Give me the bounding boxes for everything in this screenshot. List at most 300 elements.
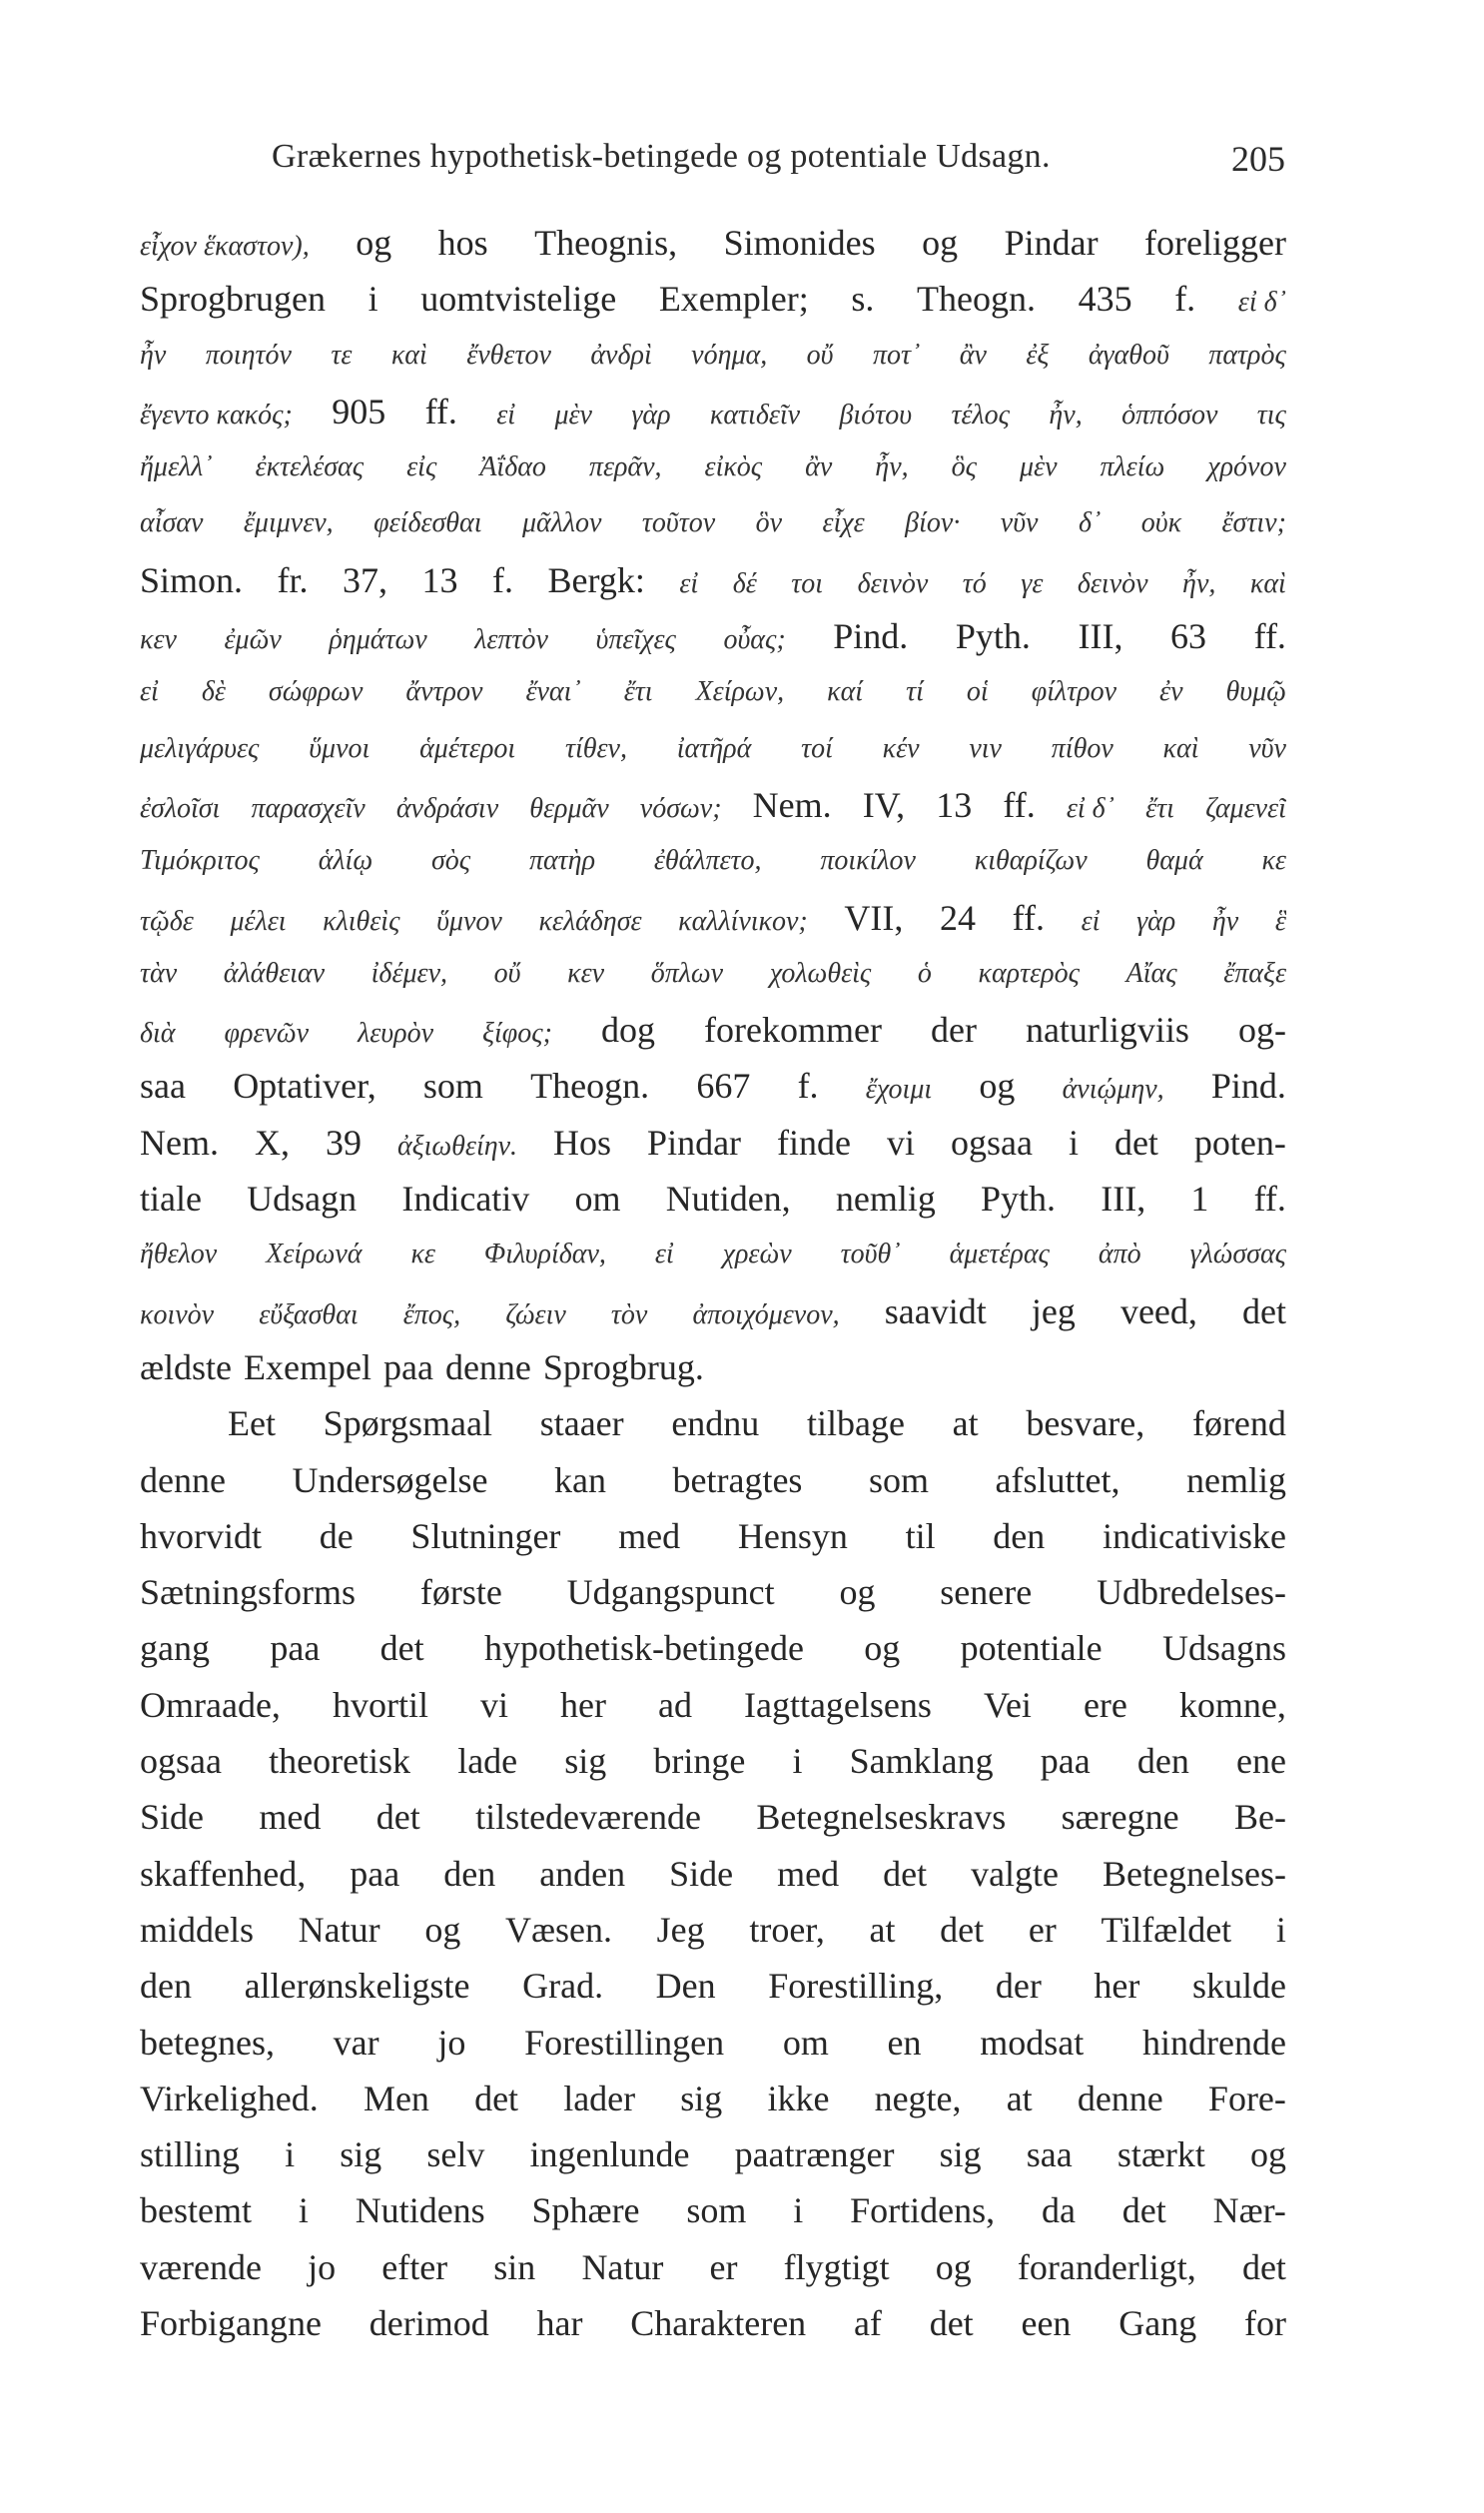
- word: er: [1028, 1909, 1057, 1950]
- text-line: [140, 890, 1286, 946]
- greek-word: εἰς: [406, 451, 437, 483]
- word: det: [1113, 1122, 1158, 1163]
- word: 435: [1078, 279, 1132, 320]
- text-line: [140, 1564, 1286, 1620]
- greek-word: κιθαρίζων: [974, 845, 1088, 877]
- word: vi: [479, 1684, 508, 1725]
- word: besvare,: [1026, 1403, 1145, 1444]
- text-line: [140, 2295, 1286, 2351]
- word: middels: [140, 1909, 254, 1950]
- text-line: [140, 1733, 1286, 1789]
- greek-word: ῥημάτων: [329, 624, 427, 656]
- word: anden: [539, 1853, 626, 1894]
- word: var: [333, 2022, 379, 2063]
- greek-word: τοι: [791, 567, 824, 599]
- word: ogsaa: [950, 1122, 1033, 1163]
- text-line: [140, 664, 1286, 720]
- greek-word: ἐμῶν: [224, 624, 282, 656]
- greek-word: ἂν: [959, 339, 987, 371]
- greek-word: καλλίνικον;: [678, 905, 808, 937]
- word: af: [853, 2302, 882, 2343]
- text-line: [140, 1339, 1286, 1395]
- word: til: [905, 1515, 936, 1556]
- word: sin: [493, 2246, 536, 2287]
- greek-word: ἀπὸ: [1098, 1239, 1141, 1270]
- greek-word: Ἀΐδαο: [479, 451, 546, 483]
- greek-word: τίθεν,: [564, 732, 627, 764]
- word: og: [864, 1628, 901, 1669]
- text-line: [140, 1620, 1286, 1676]
- greek-word: τό: [962, 567, 987, 599]
- word: ældste: [140, 1346, 233, 1387]
- word: hos: [437, 223, 488, 263]
- word: Simon.: [140, 559, 244, 600]
- greek-word: τις: [1256, 399, 1286, 430]
- word: Forestilling,: [768, 1966, 944, 2007]
- greek-word: ἔχοιμι: [865, 1074, 933, 1106]
- word: finde: [777, 1122, 851, 1163]
- word: Betegnelseskravs: [756, 1797, 1007, 1838]
- word: der: [930, 1010, 977, 1051]
- word: at: [1006, 2078, 1033, 2118]
- greek-word: τέλος: [951, 399, 1010, 430]
- greek-word: ἔγεντο κακός;: [140, 399, 293, 430]
- word: III,: [1101, 1179, 1146, 1220]
- greek-word: ἰατῆρά: [676, 732, 752, 764]
- word: Natur: [298, 1909, 380, 1950]
- word: negte,: [874, 2078, 962, 2118]
- word: at: [869, 1909, 896, 1950]
- word: komne,: [1178, 1684, 1286, 1725]
- greek-word: ὑπεῖχες: [595, 624, 676, 656]
- word: 13: [936, 784, 973, 825]
- greek-word: δεινὸν: [1077, 567, 1148, 599]
- word: med: [259, 1797, 322, 1838]
- word: Side: [669, 1853, 734, 1894]
- word: Sætningsforms: [140, 1572, 357, 1613]
- greek-word: παρασχεῖν: [251, 792, 366, 824]
- text-line: [140, 1115, 1286, 1171]
- word: det: [1241, 2246, 1286, 2287]
- word: og-: [1237, 1010, 1286, 1051]
- text-line: [140, 271, 1286, 327]
- greek-word: τὰν: [140, 957, 178, 989]
- word: 667: [696, 1066, 751, 1107]
- word: theoretisk: [269, 1741, 411, 1782]
- greek-word: ἄντρον: [405, 676, 483, 708]
- greek-word: λεπτὸν: [474, 624, 548, 656]
- word: foranderligt,: [1017, 2246, 1196, 2287]
- greek-word: ἤθελον: [140, 1239, 218, 1270]
- greek-word: μὲν: [1020, 451, 1058, 483]
- greek-word: οὔ: [493, 957, 521, 989]
- word: afsluttet,: [995, 1459, 1120, 1500]
- word: betragtes: [672, 1459, 803, 1500]
- word: førend: [1191, 1403, 1286, 1444]
- text-line: [140, 1395, 1286, 1451]
- word: 1: [1190, 1179, 1209, 1220]
- greek-word: εἰ: [654, 1239, 674, 1270]
- greek-word: γὰρ: [1136, 905, 1176, 937]
- word: for: [1243, 2302, 1286, 2343]
- text-line: [140, 1902, 1286, 1958]
- word: sig: [680, 2078, 723, 2118]
- word: Nem.: [140, 1122, 219, 1163]
- greek-word: καὶ: [1162, 732, 1199, 764]
- greek-word: χολωθεὶς: [769, 957, 872, 989]
- greek-word: ἀνιῴμην,: [1062, 1074, 1164, 1106]
- word: bringe: [653, 1741, 746, 1782]
- word: Natur: [581, 2246, 664, 2287]
- word: ff.: [1253, 616, 1286, 657]
- word: Sphære: [531, 2190, 640, 2231]
- greek-word: Χείρων,: [695, 676, 785, 708]
- word: Optativer,: [233, 1066, 376, 1107]
- greek-word: νόημα,: [691, 339, 768, 371]
- word: det: [375, 1797, 420, 1838]
- greek-word: ὁ: [917, 957, 932, 989]
- greek-word: θαμά: [1145, 845, 1203, 877]
- word: bestemt: [140, 2190, 252, 2231]
- word: f.: [492, 559, 514, 600]
- page-header: [272, 138, 1285, 188]
- greek-word: κε: [410, 1239, 435, 1270]
- greek-word: ἐξ: [1026, 339, 1050, 371]
- word: jeg: [1031, 1290, 1076, 1331]
- greek-word: ἂν: [805, 451, 833, 483]
- word: potentiale: [960, 1628, 1103, 1669]
- word: ff.: [424, 391, 457, 431]
- greek-word: ἔπος,: [402, 1298, 461, 1330]
- word: det: [929, 2302, 974, 2343]
- word: den: [140, 1966, 192, 2007]
- word: kan: [553, 1459, 606, 1500]
- greek-word: ἰδέμεν,: [371, 957, 447, 989]
- greek-word: ἔμιμνεν,: [243, 507, 334, 539]
- word: 37,: [343, 559, 388, 600]
- text-line: [140, 1677, 1286, 1733]
- word: 13: [421, 559, 458, 600]
- greek-word: εἰ δ᾽: [1237, 287, 1286, 319]
- greek-word: οὐκ: [1140, 507, 1182, 539]
- greek-word: ἦν,: [875, 451, 909, 483]
- greek-word: τοῦθ᾽: [840, 1239, 901, 1270]
- text-line: [140, 495, 1286, 551]
- word: som: [686, 2190, 747, 2231]
- greek-word: νῦν: [1248, 732, 1286, 764]
- word: og: [356, 223, 392, 263]
- word: det: [1242, 1290, 1286, 1331]
- greek-word: βιότου: [839, 399, 913, 430]
- word: s.: [851, 279, 875, 320]
- greek-word: ἐκτελέσας: [255, 451, 365, 483]
- greek-word: καί: [827, 676, 864, 708]
- body-text: [140, 215, 1286, 2351]
- word: jo: [308, 2246, 337, 2287]
- word: ingenlunde: [529, 2134, 690, 2175]
- word: en: [887, 2022, 922, 2063]
- word: denne: [140, 1459, 226, 1500]
- word: skaffenhed,: [140, 1853, 307, 1894]
- greek-word: γε: [1021, 567, 1044, 599]
- greek-word: ἀγαθοῦ: [1088, 339, 1169, 371]
- word: 63: [1170, 616, 1207, 657]
- word: ff.: [1253, 1179, 1286, 1220]
- greek-word: ἓ: [1274, 905, 1286, 937]
- greek-word: κλιθεὶς: [323, 905, 400, 937]
- greek-word: ἔτι: [623, 676, 653, 708]
- greek-word: φρενῶν: [224, 1018, 310, 1050]
- greek-word: Τιμόκριτος: [140, 845, 260, 877]
- word: der: [995, 1966, 1042, 2007]
- word: III,: [1078, 616, 1123, 657]
- greek-word: κατιδεῖν: [709, 399, 801, 430]
- word: Spørgsmaal: [323, 1403, 493, 1444]
- greek-word: κοινὸν: [140, 1298, 215, 1330]
- word: Vei: [983, 1684, 1032, 1725]
- greek-word: ἐν: [1159, 676, 1183, 708]
- word: Pindar: [647, 1122, 742, 1163]
- greek-word: πατὴρ: [528, 845, 596, 877]
- word: hypothetisk-betingede: [484, 1628, 804, 1669]
- greek-word: δέ: [732, 567, 757, 599]
- word: skulde: [1191, 1966, 1286, 2007]
- word: med: [618, 1515, 681, 1556]
- text-line: [140, 1958, 1286, 2014]
- word: Theognis,: [534, 223, 678, 263]
- greek-word: καὶ: [390, 339, 427, 371]
- greek-word: ποικίλον: [820, 845, 916, 877]
- greek-word: μᾶλλον: [521, 507, 602, 539]
- greek-word: βίον·: [905, 507, 961, 539]
- greek-word: Χείρωνά: [266, 1239, 363, 1270]
- greek-word: ποιητόν: [205, 339, 292, 371]
- greek-word: δεινὸν: [857, 567, 929, 599]
- greek-word: σὸς: [430, 845, 471, 877]
- greek-word: εἰκὸς: [704, 451, 763, 483]
- greek-word: εἰ: [679, 567, 699, 599]
- greek-word: διὰ: [140, 1018, 176, 1050]
- word: efter: [381, 2246, 448, 2287]
- text-line: [140, 1058, 1286, 1114]
- word: Theogn.: [917, 279, 1036, 320]
- greek-word: τῷδε: [140, 905, 194, 937]
- word: Væsen.: [504, 1909, 612, 1950]
- greek-word: ποτ᾽: [872, 339, 921, 371]
- word: f.: [797, 1066, 819, 1107]
- text-line: [140, 1508, 1286, 1564]
- greek-word: ξίφος;: [482, 1018, 552, 1050]
- greek-word: ἐσλοῖσι: [140, 792, 221, 824]
- word: stilling: [140, 2134, 241, 2175]
- word: Be-: [1233, 1797, 1286, 1838]
- word: her: [1094, 1966, 1140, 2007]
- word: paa: [1040, 1741, 1091, 1782]
- word: Forbigangne: [140, 2302, 322, 2343]
- greek-word: ἦν,: [1049, 399, 1083, 430]
- word: paatrænger: [734, 2134, 895, 2175]
- word: Fore-: [1207, 2078, 1286, 2118]
- greek-word: ἦν: [140, 339, 167, 371]
- text-line: [140, 552, 1286, 608]
- greek-word: ἔναι᾽: [525, 676, 581, 708]
- word: Pindar: [1004, 223, 1099, 263]
- word: IV,: [862, 784, 906, 825]
- greek-word: τί: [906, 676, 924, 708]
- word: og: [839, 1572, 876, 1613]
- greek-word: πίθον: [1051, 732, 1113, 764]
- word: foreligger: [1144, 223, 1286, 263]
- word: derimod: [369, 2302, 489, 2343]
- text-line: [140, 2126, 1286, 2182]
- text-line: [140, 833, 1286, 889]
- word: Udgangspunct: [566, 1572, 775, 1613]
- word: f.: [1174, 279, 1196, 320]
- text-line: [140, 2239, 1286, 2295]
- greek-word: χρεὼν: [722, 1239, 792, 1270]
- word: det: [474, 2078, 519, 2118]
- word: sig: [939, 2134, 982, 2175]
- word: tilstedeværende: [475, 1797, 701, 1838]
- greek-word: μὲν: [554, 399, 592, 430]
- word: og: [424, 1909, 461, 1950]
- word: særegne: [1061, 1797, 1179, 1838]
- greek-word: οὖας;: [723, 624, 786, 656]
- word: Undersøgelse: [292, 1459, 488, 1500]
- greek-word: ἔτι: [1145, 792, 1174, 824]
- greek-word: ἀλάθειαν: [223, 957, 326, 989]
- word: som: [868, 1459, 929, 1500]
- greek-word: οἱ: [966, 676, 989, 708]
- greek-word: θυμῷ: [1225, 676, 1286, 708]
- greek-word: περᾶν,: [588, 451, 662, 483]
- word: ogsaa: [140, 1741, 222, 1782]
- greek-word: ὕμνον: [436, 905, 502, 937]
- text-line: [140, 2182, 1286, 2238]
- text-line: [140, 1452, 1286, 1508]
- word: da: [1041, 2190, 1076, 2231]
- text-line: [140, 439, 1286, 495]
- word: hindrende: [1141, 2022, 1286, 2063]
- greek-word: ἀνδρὶ: [590, 339, 652, 371]
- word: saa: [1026, 2134, 1073, 2175]
- word: Nutiden,: [665, 1179, 791, 1220]
- greek-word: κε: [1261, 845, 1286, 877]
- greek-word: γλώσσας: [1189, 1239, 1286, 1270]
- page-number: 205: [1231, 139, 1285, 179]
- word: tilbage: [807, 1403, 905, 1444]
- greek-word: ὃν: [755, 507, 783, 539]
- greek-word: ἦν: [1211, 905, 1239, 937]
- word: Udbredelses-: [1097, 1572, 1286, 1613]
- word: Omraade,: [140, 1684, 281, 1725]
- word: Eet: [228, 1403, 276, 1444]
- word: VII,: [844, 897, 904, 938]
- word: den: [1136, 1741, 1189, 1782]
- word: Fortidens,: [850, 2190, 996, 2231]
- word: Exempel: [244, 1346, 371, 1387]
- word: senere: [940, 1572, 1033, 1613]
- greek-word: εἶχε: [822, 507, 865, 539]
- word: Pind.: [1210, 1066, 1286, 1107]
- word: indicativiske: [1103, 1515, 1286, 1556]
- word: gang: [140, 1628, 210, 1669]
- word: endnu: [671, 1403, 760, 1444]
- word: Charakteren: [630, 2302, 807, 2343]
- greek-word: τοῦτον: [641, 507, 716, 539]
- greek-word: εἰ δ᾽: [1066, 792, 1114, 824]
- word: i: [298, 2190, 309, 2231]
- text-line: [140, 2015, 1286, 2071]
- greek-word: φείδεσθαι: [373, 507, 482, 539]
- greek-word: λευρὸν: [358, 1018, 434, 1050]
- word: Pyth.: [981, 1179, 1057, 1220]
- word: 39: [325, 1122, 362, 1163]
- word: poten-: [1193, 1122, 1286, 1163]
- greek-word: μελιγάρυες: [140, 732, 260, 764]
- word: denne: [1077, 2078, 1163, 2118]
- greek-word: τε: [331, 339, 353, 371]
- text-line: [140, 1846, 1286, 1902]
- word: een: [1021, 2302, 1072, 2343]
- word: paa: [350, 1853, 400, 1894]
- word: ff.: [1012, 897, 1045, 938]
- word: i: [1068, 1122, 1079, 1163]
- word: Sprogbrug.: [542, 1346, 704, 1387]
- word: nemlig: [835, 1179, 936, 1220]
- word: Nutidens: [355, 2190, 485, 2231]
- word: har: [536, 2302, 583, 2343]
- word: og: [935, 2246, 972, 2287]
- greek-word: νιν: [969, 732, 1002, 764]
- word: de: [319, 1515, 354, 1556]
- greek-word: εἰ: [140, 676, 159, 708]
- word: om: [782, 2022, 829, 2063]
- word: Betegnelses-: [1103, 1853, 1286, 1894]
- word: første: [419, 1572, 502, 1613]
- word: nemlig: [1186, 1459, 1286, 1500]
- word: betegnes,: [140, 2022, 275, 2063]
- word: lader: [563, 2078, 636, 2118]
- word: hvortil: [332, 1684, 428, 1725]
- word: Virkelighed.: [140, 2078, 319, 2118]
- word: saavidt: [884, 1290, 987, 1331]
- word: paa: [270, 1628, 321, 1669]
- word: det: [940, 1909, 985, 1950]
- greek-word: ὁππόσον: [1121, 399, 1218, 430]
- word: flygtigt: [783, 2246, 890, 2287]
- text-line: [140, 1002, 1286, 1058]
- word: Indicativ: [401, 1179, 530, 1220]
- greek-word: εὔξασθαι: [259, 1298, 359, 1330]
- greek-word: ἐθάλπετο,: [653, 845, 762, 877]
- text-line: [140, 777, 1286, 833]
- text-line: [140, 608, 1286, 664]
- text-line: [140, 946, 1286, 1002]
- word: veed,: [1119, 1290, 1197, 1331]
- word: troer,: [749, 1909, 825, 1950]
- word: lade: [457, 1741, 518, 1782]
- greek-word: ἔστιν;: [1221, 507, 1286, 539]
- greek-word: νῦν: [1000, 507, 1039, 539]
- word: den: [443, 1853, 496, 1894]
- greek-word: κέν: [882, 732, 920, 764]
- greek-word: ἔπαξε: [1223, 957, 1286, 989]
- word: 24: [940, 897, 977, 938]
- word: Udsagns: [1161, 1628, 1286, 1669]
- text-line: [140, 1789, 1286, 1845]
- greek-word: οὔ: [806, 339, 834, 371]
